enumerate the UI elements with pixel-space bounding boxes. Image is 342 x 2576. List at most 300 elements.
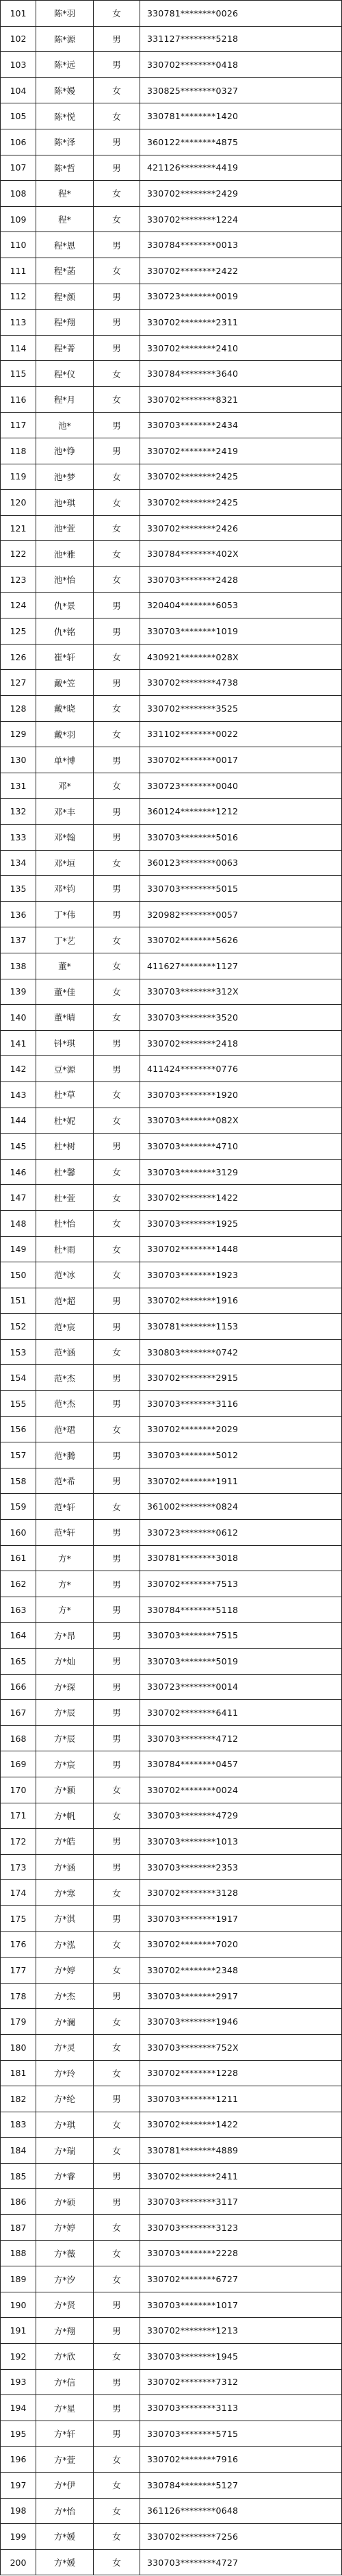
row-number: 143 — [1, 1082, 36, 1108]
table-row — [1, 747, 342, 773]
table-row — [1, 1777, 342, 1803]
id-number-cell: 330702********2348 — [140, 1958, 342, 1984]
gender-cell: 女 — [94, 773, 140, 799]
gender-cell: 男 — [94, 1520, 140, 1546]
row-number: 138 — [1, 953, 36, 979]
gender-cell: 男 — [94, 1031, 140, 1057]
id-number-cell: 330702********1422 — [140, 2112, 342, 2138]
table-row — [1, 773, 342, 799]
gender-cell: 女 — [94, 541, 140, 567]
row-number: 171 — [1, 1803, 36, 1829]
name-cell: 董* — [36, 953, 94, 979]
row-number: 168 — [1, 1726, 36, 1752]
row-number: 166 — [1, 1675, 36, 1701]
name-cell: 程*仪 — [36, 361, 94, 387]
id-number-cell: 330784********3640 — [140, 361, 342, 387]
gender-cell: 女 — [94, 2499, 140, 2525]
row-number: 122 — [1, 541, 36, 567]
table-row — [1, 232, 342, 258]
id-number-cell: 330703********7515 — [140, 1623, 342, 1649]
id-number-cell: 330703********312X — [140, 979, 342, 1005]
id-number-cell: 330703********5715 — [140, 2421, 342, 2447]
gender-cell: 女 — [94, 2266, 140, 2292]
table-row — [1, 387, 342, 413]
table-row — [1, 284, 342, 310]
row-number: 155 — [1, 1391, 36, 1417]
table-row — [1, 1932, 342, 1958]
table-row — [1, 2370, 342, 2396]
gender-cell: 女 — [94, 696, 140, 722]
id-number-cell: 330702********1422 — [140, 1185, 342, 1211]
table-row — [1, 618, 342, 645]
id-number-cell: 330703********1019 — [140, 618, 342, 645]
id-number-cell: 330702********2422 — [140, 258, 342, 284]
name-cell: 陈*嫚 — [36, 78, 94, 104]
table-row — [1, 1958, 342, 1984]
name-cell: 方*婷 — [36, 1958, 94, 1984]
id-number-cell: 330781********1153 — [140, 1314, 342, 1340]
name-cell: 方*星 — [36, 2395, 94, 2421]
row-number: 179 — [1, 2009, 36, 2035]
name-cell: 方*颖 — [36, 1777, 94, 1803]
gender-cell: 女 — [94, 387, 140, 413]
row-number: 148 — [1, 1211, 36, 1237]
row-number: 149 — [1, 1237, 36, 1263]
name-cell: 方*媛 — [36, 2524, 94, 2550]
table-row — [1, 1056, 342, 1082]
name-cell: 方*杰 — [36, 1984, 94, 2010]
table-row — [1, 490, 342, 516]
name-cell: 方*汐 — [36, 2266, 94, 2292]
name-cell: 陈*悦 — [36, 103, 94, 129]
id-number-cell: 330702********4738 — [140, 670, 342, 696]
name-cell: 方*贤 — [36, 2292, 94, 2318]
row-number: 136 — [1, 902, 36, 928]
row-number: 131 — [1, 773, 36, 799]
gender-cell: 女 — [94, 1082, 140, 1108]
row-number: 165 — [1, 1649, 36, 1675]
name-cell: 方*辰 — [36, 1700, 94, 1726]
name-cell: 方*薇 — [36, 2241, 94, 2267]
name-cell: 方*澜 — [36, 2009, 94, 2035]
row-number: 161 — [1, 1546, 36, 1572]
table-row — [1, 722, 342, 748]
gender-cell: 男 — [94, 336, 140, 362]
gender-cell: 女 — [94, 927, 140, 953]
id-number-cell: 330723********0014 — [140, 1675, 342, 1701]
name-cell: 方*纶 — [36, 2086, 94, 2112]
name-cell: 程* — [36, 207, 94, 233]
table-row — [1, 1262, 342, 1288]
table-row — [1, 1314, 342, 1340]
name-cell: 程*颜 — [36, 284, 94, 310]
table-row — [1, 1134, 342, 1160]
id-number-cell: 330784********0013 — [140, 232, 342, 258]
table-row — [1, 1442, 342, 1468]
row-number: 112 — [1, 284, 36, 310]
row-number: 113 — [1, 310, 36, 336]
table-row — [1, 1391, 342, 1417]
row-number: 196 — [1, 2447, 36, 2473]
row-number: 134 — [1, 851, 36, 877]
table-row — [1, 851, 342, 877]
row-number: 101 — [1, 1, 36, 27]
gender-cell: 男 — [94, 1288, 140, 1314]
table-row — [1, 541, 342, 567]
table-row — [1, 2292, 342, 2318]
id-number-cell: 330784********5127 — [140, 2473, 342, 2499]
name-cell: 方*萱 — [36, 2447, 94, 2473]
row-number: 144 — [1, 1108, 36, 1134]
id-number-cell: 330825********0327 — [140, 78, 342, 104]
row-number: 114 — [1, 336, 36, 362]
gender-cell: 女 — [94, 1160, 140, 1186]
gender-cell: 男 — [94, 2318, 140, 2344]
name-cell: 范*轩 — [36, 1494, 94, 1520]
id-number-cell: 330781********0026 — [140, 1, 342, 27]
table-row — [1, 310, 342, 336]
id-number-cell: 330702********7513 — [140, 1571, 342, 1597]
id-number-cell: 361126********0648 — [140, 2499, 342, 2525]
gender-cell: 男 — [94, 1365, 140, 1391]
name-cell: 池* — [36, 413, 94, 439]
gender-cell: 男 — [94, 1056, 140, 1082]
gender-cell: 女 — [94, 2550, 140, 2576]
row-number: 170 — [1, 1777, 36, 1803]
row-number: 104 — [1, 78, 36, 104]
id-number-cell: 330784********5118 — [140, 1597, 342, 1623]
table-row — [1, 2344, 342, 2370]
id-number-cell: 330702********2311 — [140, 310, 342, 336]
name-cell: 范*冰 — [36, 1262, 94, 1288]
id-number-cell: 330723********0019 — [140, 284, 342, 310]
name-cell: 方*皓 — [36, 1829, 94, 1855]
gender-cell: 男 — [94, 1546, 140, 1572]
name-cell: 方*帆 — [36, 1803, 94, 1829]
table-row — [1, 1855, 342, 1881]
row-number: 158 — [1, 1468, 36, 1495]
table-row — [1, 181, 342, 207]
id-number-cell: 330703********1013 — [140, 1829, 342, 1855]
gender-cell: 女 — [94, 2447, 140, 2473]
table-row — [1, 1906, 342, 1932]
id-number-cell: 330703********2228 — [140, 2241, 342, 2267]
row-number: 137 — [1, 927, 36, 953]
row-number: 157 — [1, 1442, 36, 1468]
row-number: 119 — [1, 464, 36, 490]
gender-cell: 女 — [94, 103, 140, 129]
table-row — [1, 129, 342, 155]
row-number: 132 — [1, 799, 36, 825]
gender-cell: 女 — [94, 1777, 140, 1803]
table-row — [1, 1546, 342, 1572]
id-number-cell: 330702********7256 — [140, 2524, 342, 2550]
id-number-cell: 330703********3116 — [140, 1391, 342, 1417]
name-cell: 方* — [36, 1571, 94, 1597]
table-row — [1, 2086, 342, 2112]
id-number-cell: 330703********4727 — [140, 2550, 342, 2576]
name-cell: 程*月 — [36, 387, 94, 413]
table-row — [1, 876, 342, 902]
name-cell: 方* — [36, 1597, 94, 1623]
table-row — [1, 1468, 342, 1495]
row-number: 110 — [1, 232, 36, 258]
table-row — [1, 2009, 342, 2035]
id-number-cell: 330703********752X — [140, 2035, 342, 2061]
table-row — [1, 696, 342, 722]
table-row — [1, 464, 342, 490]
table-row — [1, 979, 342, 1005]
gender-cell: 男 — [94, 593, 140, 619]
table-row — [1, 103, 342, 129]
row-number: 125 — [1, 618, 36, 645]
id-number-cell: 360123********0063 — [140, 851, 342, 877]
row-number: 120 — [1, 490, 36, 516]
row-number: 107 — [1, 155, 36, 182]
id-number-cell: 330703********1211 — [140, 2086, 342, 2112]
table-row — [1, 516, 342, 542]
table-row — [1, 438, 342, 464]
gender-cell: 女 — [94, 1211, 140, 1237]
row-number: 189 — [1, 2266, 36, 2292]
gender-cell: 女 — [94, 2009, 140, 2035]
name-cell: 仇*景 — [36, 593, 94, 619]
table-row — [1, 1005, 342, 1031]
gender-cell: 女 — [94, 1340, 140, 1366]
id-number-cell: 330703********5016 — [140, 825, 342, 851]
name-cell: 池*琪 — [36, 490, 94, 516]
gender-cell: 男 — [94, 747, 140, 773]
id-number-cell: 330703********4729 — [140, 1803, 342, 1829]
row-number: 129 — [1, 722, 36, 748]
name-cell: 丁*艺 — [36, 927, 94, 953]
gender-cell: 女 — [94, 464, 140, 490]
name-cell: 范*杰 — [36, 1365, 94, 1391]
id-number-cell: 330703********4710 — [140, 1134, 342, 1160]
table-row — [1, 645, 342, 671]
gender-cell: 男 — [94, 1855, 140, 1881]
name-cell: 陈*源 — [36, 27, 94, 53]
row-number: 194 — [1, 2395, 36, 2421]
id-number-cell: 331127********5218 — [140, 27, 342, 53]
row-number: 174 — [1, 1880, 36, 1906]
row-number: 176 — [1, 1932, 36, 1958]
table-row — [1, 2164, 342, 2190]
name-cell: 方*泓 — [36, 1932, 94, 1958]
table-row — [1, 825, 342, 851]
table-row — [1, 1984, 342, 2010]
table-row — [1, 78, 342, 104]
name-cell: 池*雅 — [36, 541, 94, 567]
name-cell: 方*淇 — [36, 1906, 94, 1932]
gender-cell: 男 — [94, 2370, 140, 2396]
id-number-cell: 330702********0418 — [140, 52, 342, 78]
name-cell: 方*寒 — [36, 1880, 94, 1906]
table-row — [1, 1, 342, 27]
row-number: 178 — [1, 1984, 36, 2010]
table-row — [1, 1726, 342, 1752]
name-cell: 邓*垣 — [36, 851, 94, 877]
name-cell: 方*怡 — [36, 2499, 94, 2525]
gender-cell: 女 — [94, 181, 140, 207]
id-number-cell: 330784********0457 — [140, 1751, 342, 1777]
name-cell: 程*菁 — [36, 336, 94, 362]
table-row — [1, 27, 342, 53]
table-row — [1, 1649, 342, 1675]
gender-cell: 男 — [94, 27, 140, 53]
table-row — [1, 1031, 342, 1057]
gender-cell: 女 — [94, 516, 140, 542]
gender-cell: 男 — [94, 1468, 140, 1495]
id-number-cell: 330702********7312 — [140, 2370, 342, 2396]
row-number: 105 — [1, 103, 36, 129]
name-cell: 方*轩 — [36, 2421, 94, 2447]
id-number-cell: 330703********1917 — [140, 1906, 342, 1932]
id-number-cell: 330702********7916 — [140, 2447, 342, 2473]
id-number-cell: 320982********0057 — [140, 902, 342, 928]
gender-cell: 男 — [94, 52, 140, 78]
table-row — [1, 2241, 342, 2267]
row-number: 130 — [1, 747, 36, 773]
gender-cell: 女 — [94, 979, 140, 1005]
table-row — [1, 1365, 342, 1391]
gender-cell: 男 — [94, 2292, 140, 2318]
gender-cell: 男 — [94, 618, 140, 645]
gender-cell: 女 — [94, 851, 140, 877]
gender-cell: 女 — [94, 2524, 140, 2550]
row-number: 133 — [1, 825, 36, 851]
gender-cell: 男 — [94, 413, 140, 439]
name-cell: 池*铮 — [36, 438, 94, 464]
gender-cell: 男 — [94, 2421, 140, 2447]
table-row — [1, 52, 342, 78]
id-number-cell: 330703********3129 — [140, 1160, 342, 1186]
name-cell: 方*婷 — [36, 2215, 94, 2241]
gender-cell: 女 — [94, 1262, 140, 1288]
row-number: 103 — [1, 52, 36, 78]
id-number-cell: 421126********4419 — [140, 155, 342, 182]
name-cell: 陈*泽 — [36, 129, 94, 155]
row-number: 126 — [1, 645, 36, 671]
name-cell: 范*珺 — [36, 1417, 94, 1443]
id-number-cell: 330703********3520 — [140, 1005, 342, 1031]
table-row — [1, 2499, 342, 2525]
name-cell: 邓*钧 — [36, 876, 94, 902]
name-cell: 程*菡 — [36, 258, 94, 284]
gender-cell: 男 — [94, 129, 140, 155]
table-row — [1, 1340, 342, 1366]
gender-cell: 女 — [94, 567, 140, 593]
name-cell: 范*杰 — [36, 1391, 94, 1417]
id-number-cell: 330703********2434 — [140, 413, 342, 439]
gender-cell: 女 — [94, 2035, 140, 2061]
id-number-cell: 330703********2353 — [140, 1855, 342, 1881]
table-row — [1, 1700, 342, 1726]
table-row — [1, 1751, 342, 1777]
name-cell: 范*希 — [36, 1468, 94, 1495]
row-number: 153 — [1, 1340, 36, 1366]
row-number: 115 — [1, 361, 36, 387]
name-cell: 池*怡 — [36, 567, 94, 593]
gender-cell: 女 — [94, 78, 140, 104]
row-number: 177 — [1, 1958, 36, 1984]
table-row — [1, 2447, 342, 2473]
gender-cell: 男 — [94, 2189, 140, 2215]
id-number-cell: 330703********3117 — [140, 2189, 342, 2215]
gender-cell: 女 — [94, 361, 140, 387]
row-number: 147 — [1, 1185, 36, 1211]
row-number: 123 — [1, 567, 36, 593]
name-cell: 杜*雨 — [36, 1237, 94, 1263]
id-number-cell: 330702********2425 — [140, 464, 342, 490]
row-number: 184 — [1, 2138, 36, 2164]
row-number: 127 — [1, 670, 36, 696]
id-number-cell: 430921********028X — [140, 645, 342, 671]
gender-cell: 女 — [94, 2138, 140, 2164]
id-number-cell: 330781********4889 — [140, 2138, 342, 2164]
row-number: 141 — [1, 1031, 36, 1057]
gender-cell: 男 — [94, 1134, 140, 1160]
name-cell: 方*灿 — [36, 1649, 94, 1675]
row-number: 187 — [1, 2215, 36, 2241]
id-number-cell: 330702********1448 — [140, 1237, 342, 1263]
row-number: 152 — [1, 1314, 36, 1340]
id-number-cell: 330703********4712 — [140, 1726, 342, 1752]
row-number: 124 — [1, 593, 36, 619]
id-number-cell: 330702********0017 — [140, 747, 342, 773]
row-number: 185 — [1, 2164, 36, 2190]
row-number: 190 — [1, 2292, 36, 2318]
table-row — [1, 1829, 342, 1855]
name-cell: 董*晴 — [36, 1005, 94, 1031]
name-cell: 陈*哲 — [36, 155, 94, 182]
gender-cell: 女 — [94, 1237, 140, 1263]
name-cell: 方*翔 — [36, 2318, 94, 2344]
gender-cell: 女 — [94, 1958, 140, 1984]
table-row — [1, 567, 342, 593]
table-row — [1, 1571, 342, 1597]
row-number: 192 — [1, 2344, 36, 2370]
id-number-cell: 330702********0024 — [140, 1777, 342, 1803]
row-number: 188 — [1, 2241, 36, 2267]
row-number: 193 — [1, 2370, 36, 2396]
table-row — [1, 2318, 342, 2344]
name-cell: 陈*羽 — [36, 1, 94, 27]
row-number: 181 — [1, 2061, 36, 2087]
gender-cell: 男 — [94, 284, 140, 310]
id-number-cell: 330702********1916 — [140, 1288, 342, 1314]
gender-cell: 女 — [94, 1494, 140, 1520]
row-number: 183 — [1, 2112, 36, 2138]
id-number-cell: 330703********3123 — [140, 2215, 342, 2241]
table-row — [1, 2035, 342, 2061]
name-cell: 方*瑞 — [36, 2138, 94, 2164]
gender-cell: 男 — [94, 902, 140, 928]
name-cell: 范*宸 — [36, 1314, 94, 1340]
id-number-cell: 360122********4875 — [140, 129, 342, 155]
row-number: 154 — [1, 1365, 36, 1391]
id-number-cell: 330703********1925 — [140, 1211, 342, 1237]
table-row — [1, 670, 342, 696]
gender-cell: 男 — [94, 1391, 140, 1417]
table-row — [1, 1160, 342, 1186]
row-number: 182 — [1, 2086, 36, 2112]
table-row — [1, 1623, 342, 1649]
gender-cell: 男 — [94, 1649, 140, 1675]
row-number: 102 — [1, 27, 36, 53]
table-row — [1, 361, 342, 387]
id-number-cell: 330703********082X — [140, 1108, 342, 1134]
